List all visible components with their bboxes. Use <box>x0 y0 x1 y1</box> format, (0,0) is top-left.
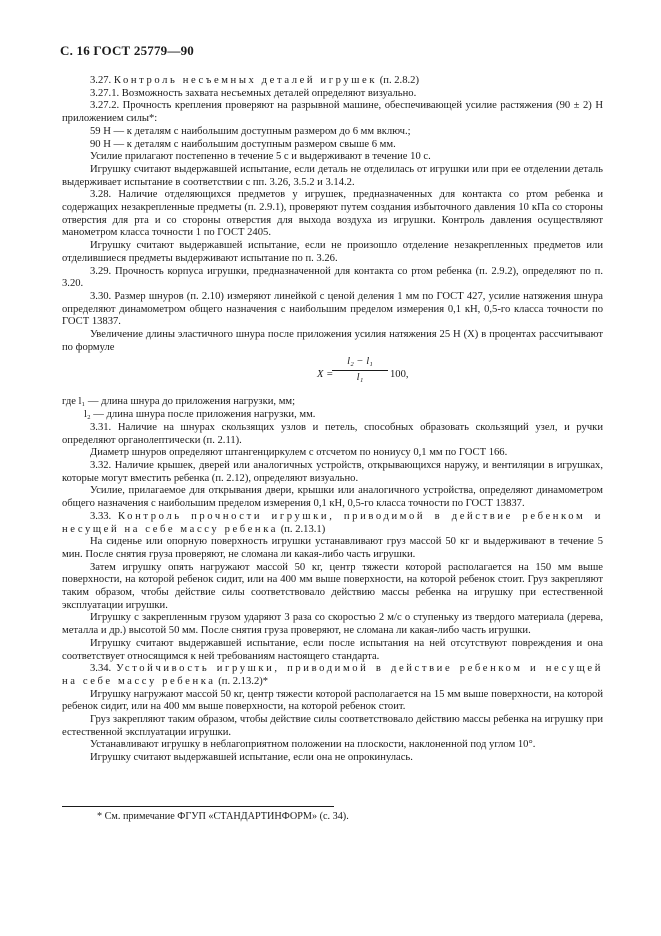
section-ref: (п. 2.13.2)* <box>215 675 269 687</box>
paragraph: Игрушку считают выдержавшей испытание, если деталь не отделилась от игрушки или при ее отделении деталь выдерживает испытание в соответствии с пп. 3.26, 3.5.2 и 3.14.2. <box>62 163 603 188</box>
formula-fraction <box>332 356 388 384</box>
paragraph: 3.31. Наличие на шнурах скользящих узлов и петель, способных образовать скользящий узел, и ручки определяют органолептически (п. 2.11). <box>62 421 603 446</box>
paragraph: 3.27.2. Прочность крепления проверяют на разрывной машине, обеспечивающей усилие растяжения (90 ± 2) Н приложением силы*: <box>62 100 603 125</box>
paragraph: 3.30. Размер шнуров (п. 2.10) измеряют линейкой с ценой деления 1 мм по ГОСТ 427, усилие натяжения шнура определяют динамометром общего назначения с наибольшим пределом измерения 0,1 кН, 0,5-го класса точности по ГОСТ 13837. <box>62 290 603 328</box>
paragraph: Игрушку с закрепленным грузом ударяют 3 раза со скоростью 2 м/с о ступеньку из твердого материала (дерева, металла и др.) высотой 50 мм. После снятия груза проверяют, не сломана ли какая-либо часть игрушки. <box>62 612 603 637</box>
section-3-34 <box>62 663 603 688</box>
paragraph: Затем игрушку опять нагружают массой 50 кг, центр тяжести которой располагается на 150 мм выше поверхности, на которой ребенок сидит, или на 400 мм выше поверхности, на которой ребенок стоит. Груз закрепляют таким образом, чтобы действие силы соответствовало действию массы ребенка на игрушку при естественной эксплуатации игрушки. <box>62 561 603 611</box>
paragraph: 3.29. Прочность корпуса игрушки, предназначенной для контакта со ртом ребенка (п. 2.9.2), определяют по п. 3.20. <box>62 265 603 290</box>
formula-legend: l₂ — длина шнура после приложения нагрузки, мм. <box>84 409 316 421</box>
formula-denominator: l₁ <box>356 372 364 384</box>
section-ref: (п. 2.13.1) <box>278 523 326 535</box>
formula-lhs: X = <box>317 369 334 381</box>
formula-numerator: l₂ − l₁ <box>332 356 388 371</box>
paragraph: 90 Н — к деталям с наибольшим доступным размером свыше 6 мм. <box>90 138 396 150</box>
section-number: 3.33. <box>90 510 112 522</box>
paragraph: Усилие прилагают постепенно в течение 5 с и выдерживают в течение 10 с. <box>90 151 431 163</box>
paragraph: Диаметр шнуров определяют штангенциркулем с отсчетом по нониусу 0,1 мм по ГОСТ 166. <box>90 447 508 459</box>
paragraph: 3.28. Наличие отделяющихся предметов у игрушек, предназначенных для контакта со ртом ребенка и содержащих незакрепленные предметы (п. 2.9.1), проверяют путем создания избыточного давления 10 кПа со стороны отверстия для рта и со стороны отверстия для выхода воздуха из игрушки. Контроль давления осуществляют манометром класса точности 1 по ГОСТ 2405. <box>62 189 603 239</box>
paragraph: Игрушку считают выдержавшей испытание, если не произошло отделение незакрепленных предметов или отделившиеся предметы выдерживают испытание по п. 3.26. <box>62 240 603 264</box>
paragraph: 3.27.1. Возможность захвата несъемных деталей определяют визуально. <box>90 87 417 99</box>
section-title: Контроль несъемных деталей игрушек <box>113 75 378 86</box>
section-3-27 <box>62 75 603 88</box>
section-title: Устойчивость игрушки, приводимой в действие ребенком и несущей на себе массу ребенка <box>62 663 603 687</box>
formula-legend: где l₁ — длина шнура до приложения нагрузки, мм; <box>62 396 296 408</box>
section-ref: (п. 2.8.2) <box>377 75 419 86</box>
footnote-divider <box>62 806 334 807</box>
paragraph: Игрушку нагружают массой 50 кг, центр тяжести которой располагается на 15 мм выше поверхности, на которой ребенок сидит, или на 400 мм выше поверхности, на которой ребенок стоит. <box>62 688 603 713</box>
page-header: С. 16 ГОСТ 25779—90 <box>60 43 194 58</box>
paragraph: 3.32. Наличие крышек, дверей или аналогичных устройств, открывающихся наружу, и вентиляции в игрушках, которые могут вместить ребенка (п. 2.12), определяют визуально. <box>62 459 603 484</box>
paragraph: Усилие, прилагаемое для открывания двери, крышки или аналогичного устройства, определяют динамометром общего назначения с наибольшим пределом измерения 0,1 кН, 0,5-го класса точности по ГОСТ 13837. <box>62 485 603 510</box>
formula-multiplier: 100, <box>390 369 409 381</box>
paragraph: Игрушку считают выдержавшей испытание, если она не опрокинулась. <box>90 752 413 764</box>
document-body <box>62 75 603 765</box>
paragraph: 59 Н — к деталям с наибольшим доступным размером до 6 мм включ.; <box>90 125 411 137</box>
paragraph: Груз закрепляют таким образом, чтобы действие силы соответствовало действию массы ребенка на игрушку при естественной эксплуатации игрушки. <box>62 714 603 738</box>
elongation-formula <box>62 356 603 395</box>
section-3-33 <box>62 511 603 536</box>
paragraph: Игрушку считают выдержавшей испытание, если после испытания на ней отсутствуют повреждения и она соответствует относящимся к ней требованиям настоящего стандарта. <box>62 637 603 662</box>
paragraph: Устанавливают игрушку в неблагоприятном положении на плоскости, наклоненной под углом 10°. <box>90 739 536 751</box>
section-number: 3.34. <box>90 663 112 675</box>
paragraph: Увеличение длины эластичного шнура после приложения усилия натяжения 25 Н (X) в процентах рассчитывают по формуле <box>62 329 603 353</box>
footnote: * См. примечание ФГУП «СТАНДАРТИНФОРМ» (с. 34). <box>97 811 349 822</box>
section-title: Контроль прочности игрушки, приводимой в действие ребенком и несущей на себе массу ребенка <box>62 510 603 535</box>
paragraph: На сиденье или опорную поверхность игрушки устанавливают груз массой 50 кг и выдерживают в течение 5 мин. После снятия груза проверяют, не сломана ли какая-либо часть игрушки. <box>62 536 603 560</box>
section-number: 3.27. <box>90 75 112 86</box>
